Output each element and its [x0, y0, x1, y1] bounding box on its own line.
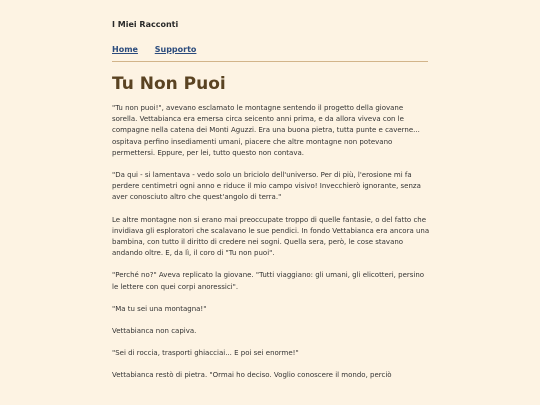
article-paragraph: "Perché no?" Aveva replicato la giovane. "Tutti viaggiano: gli umani, gli elicotteri, persino le lettere con quei corpi anoressici". — [112, 271, 425, 291]
article-paragraph: Vettabianca restò di pietra. "Ormai ho deciso. Voglio conoscere il mondo, perciò — [112, 371, 392, 380]
article-paragraph: "Tu non puoi!", avevano esclamato le montagne sentendo il progetto della giovane sorella. Vettabianca era emersa circa seicento anni prima, e da allora viveva con le compagne nella catena dei Monti Aguzzi. Era una buona pietra, tutta punte e caverne... ospitava perfino insediamenti umani, piacere che altre montagne non potevano permettersi. Eppure, per lei, tutto questo non contava. — [112, 104, 420, 157]
site-title: I Miei Racconti — [112, 20, 179, 29]
nav-link-supporto[interactable]: Supporto — [154, 45, 197, 54]
article-paragraph: "Da qui - si lamentava - vedo solo un briciolo dell'universo. Per di più, l'erosione mi fa perdere centimetri ogni anno e riduce il mio campo visivo! Invecchierò ignorante, senza aver conosciuto altro che quest'angolo di terra." — [112, 171, 421, 202]
nav-link-home[interactable]: Home — [112, 45, 138, 54]
article-paragraph: "Ma tu sei una montagna!" — [112, 304, 207, 313]
article-title: Tu Non Puoi — [112, 74, 226, 94]
article-body — [112, 103, 430, 393]
article-paragraph: Le altre montagne non si erano mai preoccupate troppo di quelle fantasie, o del fatto che invidiava gli esploratori che scalavano le sue pendici. In fondo Vettabianca era ancora una bambina, con tutto il diritto di credere nei sogni. Quella sera, però, le cose stavano andando oltre. E, da lì, il coro di "Tu non puoi". — [112, 215, 430, 258]
main-nav — [112, 45, 210, 54]
article-paragraph: "Sei di roccia, trasporti ghiacciai... E poi sei enorme!" — [112, 349, 299, 358]
article-paragraph: Vettabianca non capiva. — [112, 327, 197, 336]
header-divider — [112, 61, 428, 62]
